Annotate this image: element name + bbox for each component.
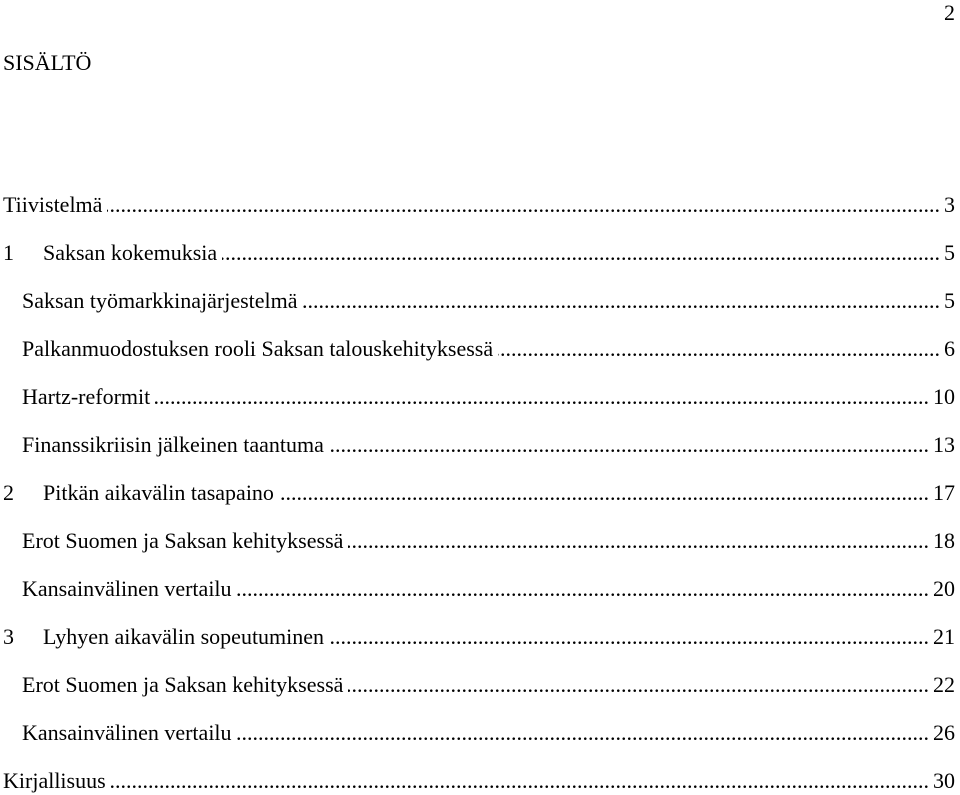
toc-subentry <box>0 336 955 362</box>
dot-leader <box>303 288 940 314</box>
dot-leader <box>111 768 929 794</box>
dot-leader <box>237 576 929 602</box>
dot-leader <box>237 720 929 746</box>
toc-entry-title: Lyhyen aikavälin sopeutuminen <box>43 624 325 649</box>
dot-leader <box>329 624 929 650</box>
page-number: 2 <box>944 0 955 25</box>
toc-chapter-entry <box>0 240 955 266</box>
toc-chapter-number: 3 <box>3 624 14 649</box>
toc-chapter-number: 2 <box>3 480 14 505</box>
dot-leader <box>329 432 929 458</box>
dot-leader <box>498 336 940 362</box>
toc-entry-title: Saksan kokemuksia <box>43 240 218 265</box>
toc-chapter-entry <box>0 480 955 506</box>
dot-leader <box>348 528 929 554</box>
toc-entry <box>0 768 955 794</box>
toc-entry-title: Erot Suomen ja Saksan kehityksessä <box>22 528 344 553</box>
toc-entry-title: Kansainvälinen vertailu <box>22 720 232 745</box>
toc-subentry <box>0 528 955 554</box>
toc-entry-title: Pitkän aikavälin tasapaino <box>43 480 274 505</box>
toc-entry-page: 22 <box>933 672 955 697</box>
toc-entry-title: Hartz-reformit <box>22 384 151 409</box>
dot-leader <box>107 192 940 218</box>
toc-entry-page: 30 <box>933 768 955 793</box>
dot-leader <box>155 384 929 410</box>
toc-subentry <box>0 288 955 314</box>
toc-entry-page: 13 <box>933 432 955 457</box>
toc-entry-page: 6 <box>944 336 955 361</box>
dot-leader <box>222 240 940 266</box>
dot-leader <box>279 480 929 506</box>
toc-entry-title: Kirjallisuus <box>3 768 106 793</box>
toc-heading: SISÄLTÖ <box>3 50 92 75</box>
toc-entry-title: Tiivistelmä <box>3 192 103 217</box>
toc-entry-page: 3 <box>944 192 955 217</box>
toc-subentry <box>0 384 955 410</box>
toc-subentry <box>0 432 955 458</box>
toc-entry-page: 20 <box>933 576 955 601</box>
toc-entry-title: Palkanmuodostuksen rooli Saksan talouskehityksessä <box>22 336 494 361</box>
toc-entry-title: Finanssikriisin jälkeinen taantuma <box>22 432 324 457</box>
toc-entry-page: 18 <box>933 528 955 553</box>
toc-entry-title: Saksan työmarkkinajärjestelmä <box>22 288 298 313</box>
toc-entry-title: Kansainvälinen vertailu <box>22 576 232 601</box>
toc-entry-page: 17 <box>933 480 955 505</box>
toc-subentry <box>0 576 955 602</box>
dot-leader <box>348 672 929 698</box>
toc-chapter-number: 1 <box>3 240 14 265</box>
toc-entry-title: Erot Suomen ja Saksan kehityksessä <box>22 672 344 697</box>
toc-entry <box>0 192 955 218</box>
toc-chapter-entry <box>0 624 955 650</box>
toc-entry-page: 26 <box>933 720 955 745</box>
table-of-contents <box>0 192 955 794</box>
toc-entry-page: 10 <box>933 384 955 409</box>
toc-entry-page: 21 <box>933 624 955 649</box>
toc-subentry <box>0 720 955 746</box>
toc-entry-page: 5 <box>944 240 955 265</box>
toc-entry-page: 5 <box>944 288 955 313</box>
toc-subentry <box>0 672 955 698</box>
